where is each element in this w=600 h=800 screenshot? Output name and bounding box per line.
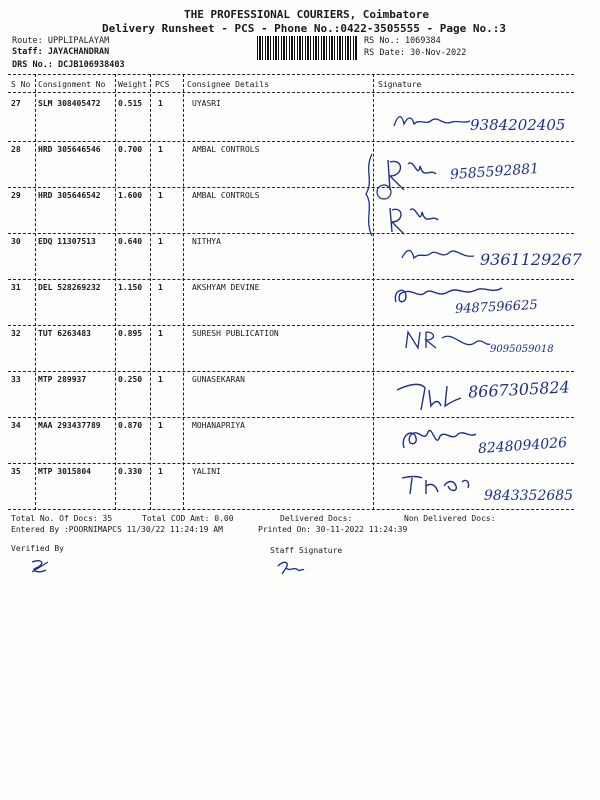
col-divider: [150, 74, 151, 510]
row-consignee: AMBAL CONTROLS: [192, 191, 260, 200]
col-divider: [115, 74, 116, 510]
row-sno: 33: [11, 375, 21, 384]
col-header-consignment: Consignment No: [38, 80, 106, 89]
row-rule: [8, 187, 574, 188]
row-rule: [8, 233, 574, 234]
row-pcs: 1: [158, 191, 163, 200]
row-pcs: 1: [158, 467, 163, 476]
row-rule: [8, 417, 574, 418]
row-sno: 27: [11, 99, 21, 108]
col-header-pcs: PCS: [155, 80, 170, 89]
row-consignment: HRD 305646546: [38, 145, 101, 154]
verified-signature: [28, 556, 52, 580]
row-consignee: AMBAL CONTROLS: [192, 145, 260, 154]
row-weight: 1.150: [118, 283, 143, 292]
row-consignment: MAA 293437789: [38, 421, 101, 430]
col-header-sno: S No: [11, 80, 31, 89]
row-rule: [8, 371, 574, 372]
row-weight: 0.700: [118, 145, 143, 154]
row-rule: [8, 141, 574, 142]
row-consignee: NITHYA: [192, 237, 221, 246]
row-sno: 28: [11, 145, 21, 154]
row-consignee: YALINI: [192, 467, 221, 476]
signature-phone: 9095059018: [490, 344, 554, 355]
row-weight: 1.600: [118, 191, 143, 200]
table-top-rule: [8, 74, 574, 75]
runsheet-title: THE PROFESSIONAL COURIERS, Coimbatore: [184, 8, 430, 21]
signature-scribble: [398, 420, 478, 458]
col-divider: [35, 74, 36, 510]
signature-phone: 9487596625: [454, 297, 539, 318]
col-divider: [373, 74, 374, 510]
row-consignee: GUNASEKARAN: [192, 375, 245, 384]
row-sno: 29: [11, 191, 21, 200]
col-header-signature: Signature: [378, 80, 422, 89]
signature-scribble: [395, 380, 465, 418]
signature-phone: 9585592881: [449, 160, 540, 184]
row-pcs: 1: [158, 145, 163, 154]
row-sno: 35: [11, 467, 21, 476]
row-consignee: MOHANAPRIYA: [192, 421, 245, 430]
signature-scribble: [360, 150, 440, 244]
drs-label: DRS No.: DCJB106938403: [12, 60, 125, 70]
row-weight: 0.330: [118, 467, 143, 476]
row-sno: 32: [11, 329, 21, 338]
row-weight: 0.250: [118, 375, 143, 384]
delivered-docs: Delivered Docs:: [280, 514, 353, 523]
row-weight: 0.515: [118, 99, 143, 108]
row-weight: 0.870: [118, 421, 143, 430]
table-header-rule: [8, 92, 574, 93]
row-consignee: AKSHYAM DEVINE: [192, 283, 260, 292]
row-consignment: EDQ 11307513: [38, 237, 96, 246]
row-sno: 31: [11, 283, 21, 292]
row-pcs: 1: [158, 237, 163, 246]
non-delivered-docs: Non Delivered Docs:: [404, 514, 496, 523]
barcode: [257, 36, 357, 60]
entered-by: Entered By :POORNIMAPCS 11/30/22 11:24:19 AM: [11, 525, 223, 534]
row-consignment: MTP 3015804: [38, 467, 91, 476]
row-pcs: 1: [158, 329, 163, 338]
route-label: Route: UPPLIPALAYAM: [12, 36, 110, 46]
staff-label: Staff: JAYACHANDRAN: [12, 47, 110, 57]
row-pcs: 1: [158, 283, 163, 292]
signature-scribble: [402, 328, 492, 356]
staff-signature-label: Staff Signature: [270, 546, 343, 555]
rs-number: RS No.: 1069384: [364, 36, 441, 46]
signature-phone: 8248094026: [477, 434, 568, 458]
row-consignment: DEL 528269232: [38, 283, 101, 292]
row-sno: 34: [11, 421, 21, 430]
row-pcs: 1: [158, 375, 163, 384]
signature-scribble: [400, 472, 480, 502]
verified-by-label: Verified By: [11, 544, 64, 553]
row-consignment: TUT 6263483: [38, 329, 91, 338]
printed-on: Printed On: 30-11-2022 11:24:39: [258, 525, 408, 534]
signature-scribble: [392, 112, 472, 136]
total-docs: Total No. Of Docs: 35: [11, 514, 113, 523]
col-header-consignee: Consignee Details: [187, 80, 269, 89]
signature-scribble: [400, 244, 480, 268]
row-weight: 0.895: [118, 329, 143, 338]
row-rule: [8, 325, 574, 326]
row-sno: 30: [11, 237, 21, 246]
col-divider: [183, 74, 184, 510]
signature-phone: 9843352685: [484, 488, 574, 504]
table-bottom-rule: [8, 509, 574, 510]
row-consignee: UYASRI: [192, 99, 221, 108]
row-consignment: MTP 289937: [38, 375, 87, 384]
row-consignee: SURESH PUBLICATION: [192, 329, 279, 338]
row-rule: [8, 279, 574, 280]
col-header-weight: Weight: [118, 80, 147, 89]
staff-signature-mark: [276, 558, 304, 582]
row-weight: 0.640: [118, 237, 143, 246]
runsheet-subtitle: Delivery Runsheet - PCS - Phone No.:0422-3505555 - Page No.:3: [102, 22, 506, 35]
row-consignment: SLM 308405472: [38, 99, 101, 108]
row-consignment: HRD 305646542: [38, 191, 101, 200]
rs-date: RS Date: 30-Nov-2022: [364, 48, 467, 58]
row-pcs: 1: [158, 421, 163, 430]
signature-phone: 8667305824: [467, 377, 571, 402]
row-pcs: 1: [158, 99, 163, 108]
signature-phone: 9384202405: [470, 116, 566, 134]
total-cod: Total COD Amt: 0.00: [142, 514, 234, 523]
signature-phone: 9361129267: [480, 250, 582, 269]
row-rule: [8, 463, 574, 464]
